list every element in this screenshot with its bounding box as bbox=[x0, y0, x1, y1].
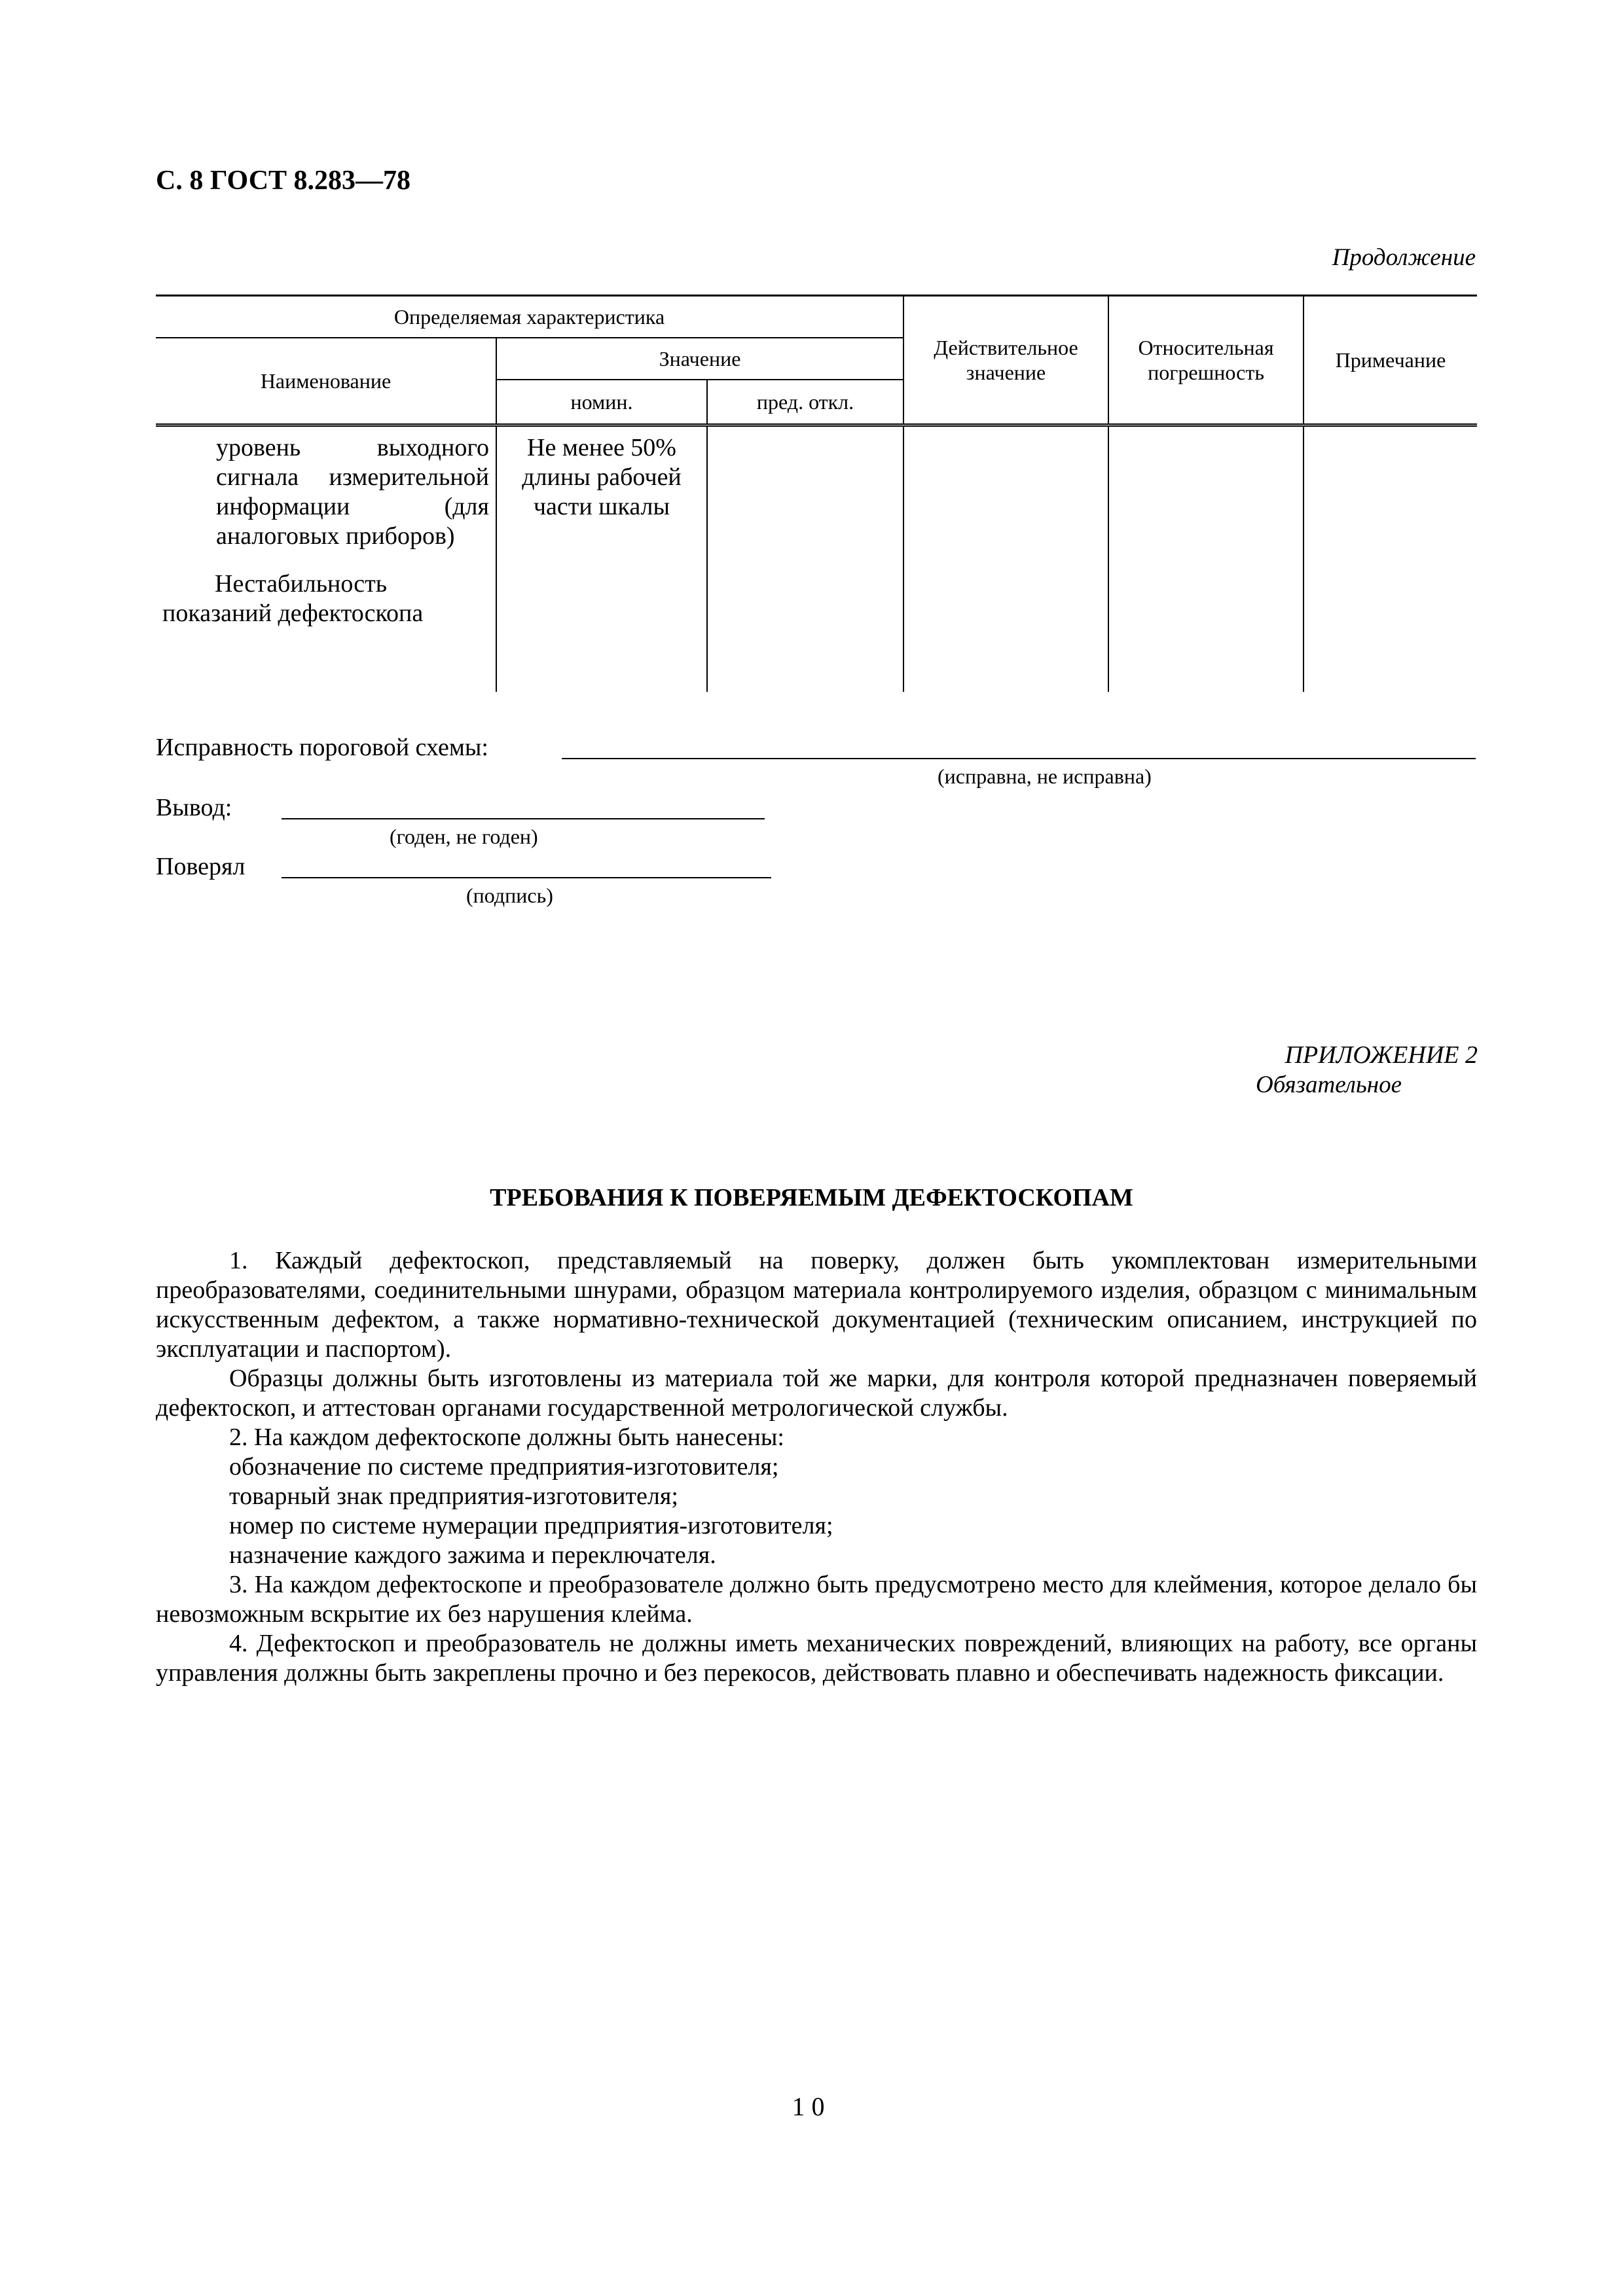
row-actual-cell[interactable] bbox=[903, 425, 1108, 692]
paragraph: 3. На каждом дефектоскопе и преобразователе должно быть предусмотрено место для клеймения, которое делало бы невозможным вскрытие их без нарушения клейма. bbox=[156, 1571, 1477, 1628]
header-nominal: номин. bbox=[496, 380, 707, 425]
list-item: назначение каждого зажима и переключателя. bbox=[229, 1541, 716, 1569]
row-relative-error-cell[interactable] bbox=[1108, 425, 1304, 692]
header-determined-characteristic: Определяемая характеристика bbox=[156, 296, 903, 338]
requirements-body bbox=[156, 1246, 1477, 1688]
header-deviation: пред. откл. bbox=[707, 380, 903, 425]
verifier-signature-field[interactable] bbox=[282, 877, 771, 878]
conclusion-hint: (годен, не годен) bbox=[390, 825, 538, 848]
list-item: товарный знак предприятия-изготовителя; bbox=[229, 1482, 678, 1510]
row-nominal-cell: Не менее 50% длины рабочей части шкалы bbox=[496, 425, 707, 692]
appendix-subtitle: Обязательное bbox=[1256, 1071, 1402, 1098]
section-title: ТРЕБОВАНИЯ К ПОВЕРЯЕМЫМ ДЕФЕКТОСКОПАМ bbox=[490, 1184, 1133, 1211]
continuation-label: Продолжение bbox=[1332, 244, 1476, 271]
table-row bbox=[156, 425, 1477, 692]
header-note: Примечание bbox=[1304, 296, 1477, 425]
header-value: Значение bbox=[496, 338, 903, 380]
page-header: С. 8 ГОСТ 8.283—78 bbox=[156, 166, 411, 196]
threshold-label: Исправность пороговой схемы: bbox=[156, 734, 488, 761]
verification-table bbox=[156, 295, 1477, 692]
paragraph: 2. На каждом дефектоскопе должны быть нанесены: bbox=[229, 1424, 784, 1451]
verifier-hint: (подпись) bbox=[466, 884, 553, 907]
header-name: Наименование bbox=[156, 338, 496, 425]
verifier-label: Поверял bbox=[156, 853, 246, 880]
conclusion-label: Вывод: bbox=[156, 794, 232, 821]
threshold-hint: (исправна, не исправна) bbox=[938, 764, 1152, 788]
row-note-cell[interactable] bbox=[1304, 425, 1477, 692]
appendix-title: ПРИЛОЖЕНИЕ 2 bbox=[1285, 1041, 1478, 1069]
list-item: обозначение по системе предприятия-изготовителя; bbox=[229, 1453, 779, 1480]
conclusion-field[interactable] bbox=[282, 818, 765, 819]
paragraph: Образцы должны быть изготовлены из материала той же марки, для контроля которой предназначен поверяемый дефектоскоп, и аттестован органами государственной метрологической службы. bbox=[156, 1365, 1477, 1422]
row-name-part1: уровень выходного сигнала измерительной информации (для аналоговых приборов) bbox=[216, 434, 489, 550]
row-name-cell bbox=[156, 425, 496, 692]
threshold-field[interactable] bbox=[562, 758, 1476, 759]
header-relative-error: Относительная погрешность bbox=[1108, 296, 1304, 425]
list-item: номер по системе нумерации предприятия-изготовителя; bbox=[229, 1512, 833, 1539]
paragraph: 4. Дефектоскоп и преобразователь не должны иметь механических повреждений, влияющих на работу, все органы управления должны быть закреплены прочно и без перекосов, действовать плавно и обеспечивать надежность фиксации. bbox=[156, 1630, 1477, 1687]
header-actual-value: Действительное значение bbox=[903, 296, 1108, 425]
row-deviation-cell[interactable] bbox=[707, 425, 903, 692]
paragraph: 1. Каждый дефектоскоп, представляемый на поверку, должен быть укомплектован измерительными преобразователями, соединительными шнурами, образцом материала контролируемого изделия, образцом с минимальным искусственным дефектом, а также нормативно-технической документацией (техническим описанием, инструкцией по эксплуатации и паспортом). bbox=[156, 1247, 1477, 1363]
page-number: 10 bbox=[792, 2092, 831, 2121]
row-name-part2: Нестабильность показаний дефектоскопа bbox=[162, 570, 424, 627]
